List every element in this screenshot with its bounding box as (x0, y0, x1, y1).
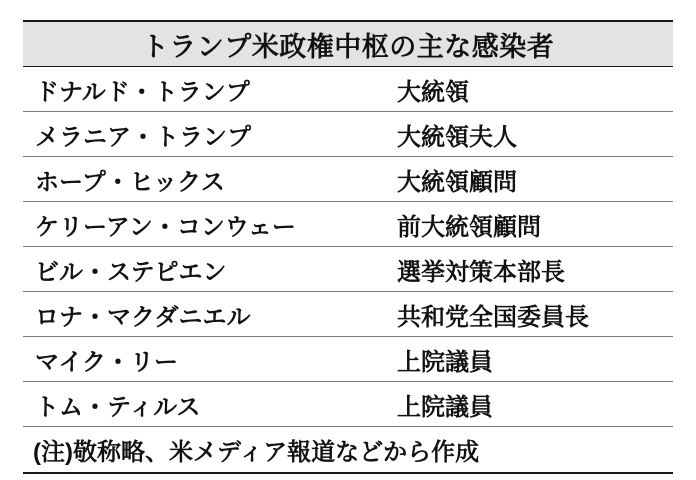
person-name: ドナルド・トランプ (35, 78, 250, 106)
table-row (23, 382, 673, 427)
person-name: トム・ティルス (35, 393, 201, 421)
person-name: ホープ・ヒックス (35, 168, 225, 196)
person-name: ケリーアン・コンウェー (35, 213, 296, 241)
table-row (23, 112, 673, 157)
table-row (23, 337, 673, 382)
table-title-row (23, 22, 673, 67)
table-row (23, 247, 673, 292)
person-role: 大統領夫人 (397, 123, 517, 151)
person-role: 上院議員 (397, 348, 493, 376)
person-role: 大統領顧問 (397, 168, 517, 196)
table-note: (注)敬称略、米メディア報道などから作成 (33, 439, 480, 466)
person-name: マイク・リー (35, 348, 179, 376)
table-row (23, 202, 673, 247)
table-row (23, 67, 673, 112)
person-role: 前大統領顧問 (397, 213, 541, 241)
person-role: 選挙対策本部長 (397, 258, 565, 286)
page-title: トランプ米政権中枢の主な感染者 (141, 31, 555, 62)
table-row (23, 157, 673, 202)
person-name: ロナ・マクダニエル (35, 303, 251, 331)
person-name: ビル・ステピエン (35, 258, 227, 286)
table-note-row (23, 427, 673, 472)
person-role: 共和党全国委員長 (397, 303, 589, 331)
person-role: 大統領 (397, 78, 469, 106)
table-row (23, 292, 673, 337)
person-name: メラニア・トランプ (35, 123, 251, 151)
infection-table (23, 20, 673, 474)
person-role: 上院議員 (397, 393, 493, 421)
